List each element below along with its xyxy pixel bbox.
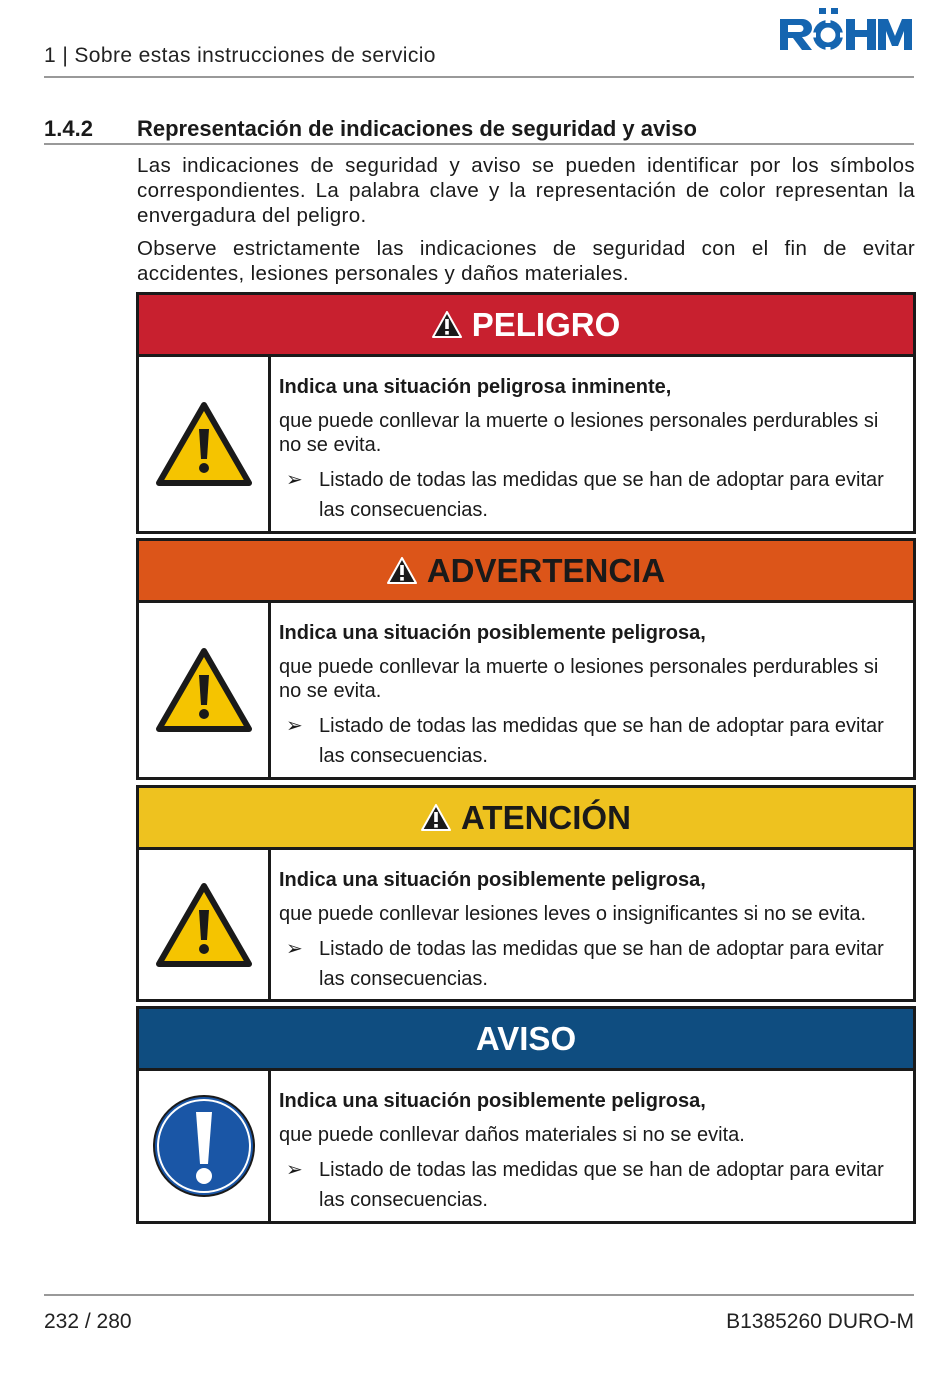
section-rule: [44, 143, 914, 145]
arrow-bullet-icon: ➢: [286, 1159, 303, 1181]
rohm-logo: [778, 6, 916, 52]
icon-cell: [139, 1071, 271, 1221]
notice-lead: Indica una situación posiblemente peligrosa,: [279, 622, 706, 644]
notice-text: que puede conllevar lesiones leves o insignificantes si no se evita.: [279, 903, 867, 925]
notice-text: que puede conllevar la muerte o lesiones personales perdurables si no se evita.: [279, 410, 879, 456]
notice-advertencia: [136, 538, 916, 780]
signal-bar: [139, 788, 913, 850]
arrow-bullet-icon: ➢: [286, 715, 303, 737]
intro-paragraph: Las indicaciones de seguridad y aviso se pueden identificar por los símbolos correspondientes. La palabra clave y la representación de color representan la envergadura del peligro.: [137, 154, 915, 227]
notice-lead: Indica una situación posiblemente peligrosa,: [279, 1090, 706, 1112]
icon-cell: [139, 850, 271, 999]
notice-measure: [279, 465, 903, 525]
measure-text: Listado de todas las medidas que se han de adoptar para evitar las consecuencias.: [319, 469, 884, 521]
signal-bar: [139, 541, 913, 603]
signal-word: AVISO: [475, 1019, 577, 1057]
signal-word: ADVERTENCIA: [426, 551, 666, 589]
warning-small-icon: [432, 311, 462, 338]
notice-atencion: [136, 785, 916, 1002]
notice-peligro: [136, 292, 916, 534]
signal-word: ATENCIÓN: [461, 798, 631, 836]
warning-triangle-icon: [156, 882, 252, 968]
signal-bar: [139, 1009, 913, 1071]
arrow-bullet-icon: ➢: [286, 938, 303, 960]
mandatory-exclamation-icon: [152, 1094, 256, 1198]
notice-measure: [279, 934, 903, 994]
icon-cell: [139, 603, 271, 777]
notice-text: que puede conllevar la muerte o lesiones personales perdurables si no se evita.: [279, 656, 879, 702]
warning-small-icon: [421, 804, 451, 831]
signal-word: PELIGRO: [471, 305, 621, 343]
document-id: B1385260 DURO-M: [726, 1310, 914, 1333]
notice-text: que puede conllevar daños materiales si no se evita.: [279, 1124, 745, 1146]
section-title: Representación de indicaciones de seguridad y aviso: [137, 116, 697, 141]
notice-measure: [279, 1155, 903, 1215]
notice-lead: Indica una situación peligrosa inminente,: [279, 376, 672, 398]
measure-text: Listado de todas las medidas que se han de adoptar para evitar las consecuencias.: [319, 1159, 884, 1211]
intro-paragraph: Observe estrictamente las indicaciones de seguridad con el fin de evitar accidentes, lesiones personales y daños materiales.: [137, 237, 915, 285]
warning-small-icon: [387, 557, 417, 584]
arrow-bullet-icon: ➢: [286, 469, 303, 491]
signal-bar: [139, 295, 913, 357]
warning-triangle-icon: [156, 647, 252, 733]
page-number: 232 / 280: [44, 1310, 132, 1333]
header-rule: [44, 76, 914, 78]
notice-aviso: [136, 1006, 916, 1224]
notice-lead: Indica una situación posiblemente peligrosa,: [279, 869, 706, 891]
warning-triangle-icon: [156, 401, 252, 487]
notice-measure: [279, 711, 903, 771]
section-number: 1.4.2: [44, 116, 93, 141]
measure-text: Listado de todas las medidas que se han de adoptar para evitar las consecuencias.: [319, 715, 884, 767]
measure-text: Listado de todas las medidas que se han de adoptar para evitar las consecuencias.: [319, 938, 884, 990]
icon-cell: [139, 357, 271, 531]
footer-rule: [44, 1294, 914, 1296]
running-header: 1 | Sobre estas instrucciones de servicio: [44, 44, 436, 67]
